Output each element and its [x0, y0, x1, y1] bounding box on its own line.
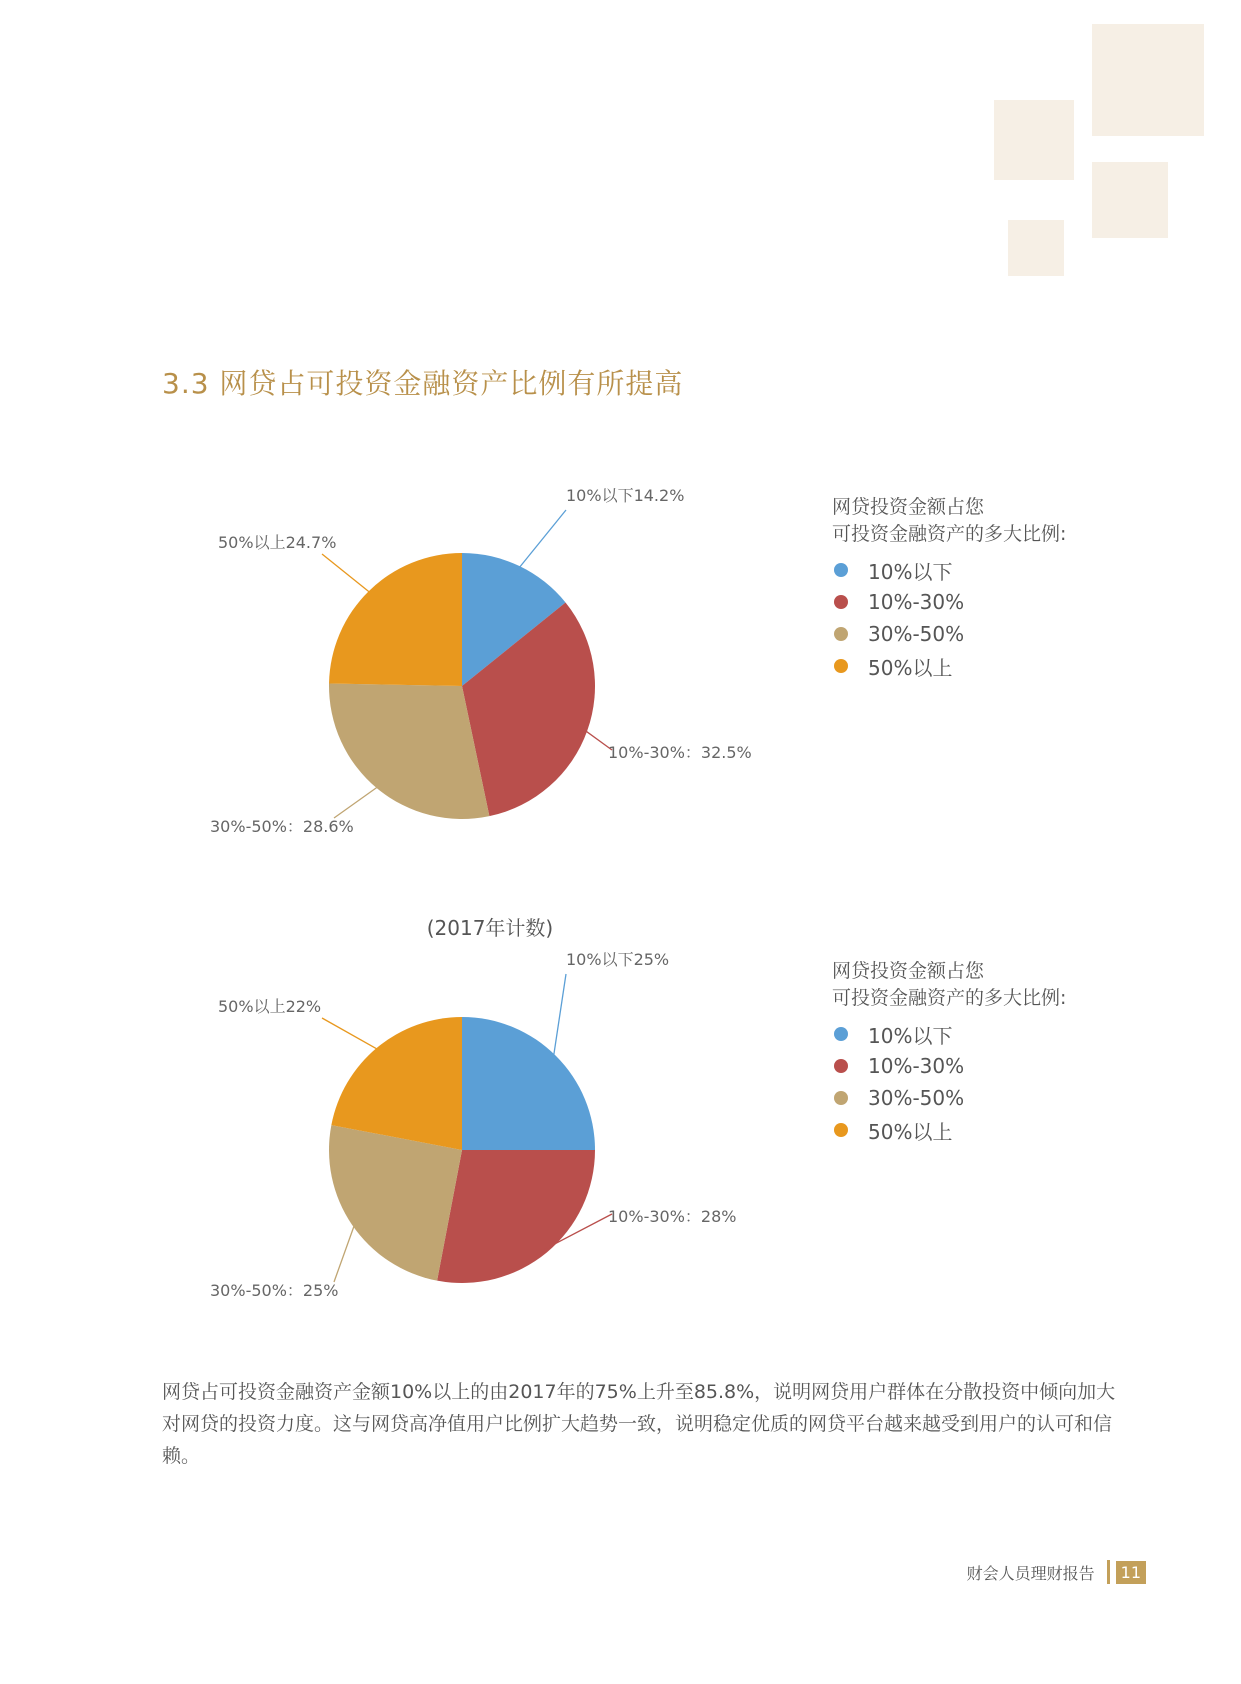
leader-line: [518, 510, 566, 570]
legend-label: 10%以下: [868, 559, 953, 584]
page-footer: [967, 1560, 1146, 1584]
legend-swatch-orange: [834, 1123, 848, 1137]
pie-slice: [462, 1017, 595, 1150]
slice-label: 50%以上22%: [218, 997, 322, 1016]
decor-square-mid-right: [1092, 162, 1168, 238]
chart-subtitle: (2017年计数): [426, 916, 554, 940]
legend-label: 10%以下: [868, 1023, 953, 1048]
slice-label: 10%-30%：32.5%: [608, 743, 752, 762]
legend-label: 10%-30%: [868, 590, 965, 614]
legend-swatch-red: [834, 1059, 848, 1073]
legend-swatch-red: [834, 595, 848, 609]
pie-chart-1-svg: [180, 486, 800, 866]
legend-item: [832, 1018, 1066, 1050]
leader-line: [334, 785, 380, 818]
legend-label: 10%-30%: [868, 1054, 965, 1078]
pie-chart-2: [180, 916, 800, 1330]
leader-line: [322, 554, 372, 594]
decor-square-large: [1092, 24, 1204, 136]
footer-title: 财会人员理财报告: [966, 1563, 1095, 1583]
decor-square-small: [1008, 220, 1064, 276]
legend-swatch-blue: [834, 563, 848, 577]
legend-swatch-orange: [834, 659, 848, 673]
legend-item: [832, 650, 1066, 682]
section-title: 3.3 网贷占可投资金融资产比例有所提高: [162, 367, 684, 400]
pie-slice: [437, 1150, 595, 1283]
legend-swatch-blue: [834, 1027, 848, 1041]
legend-item: [832, 1114, 1066, 1146]
slice-label: 10%-30%：28%: [608, 1207, 737, 1226]
legend-label: 30%-50%: [868, 1086, 965, 1110]
legend-swatch-tan: [834, 1091, 848, 1105]
legend-title-line: 可投资金融资产的多大比例:: [832, 987, 1067, 1009]
page-number: 11: [1116, 1561, 1146, 1584]
legend-title-line: 网贷投资金额占您: [832, 496, 985, 518]
legend-item: [832, 586, 1066, 618]
footer-divider: [1107, 1560, 1110, 1584]
leader-line: [553, 974, 566, 1059]
legend-item: [832, 1082, 1066, 1114]
leader-line: [322, 1018, 380, 1051]
legend-label: 30%-50%: [868, 622, 965, 646]
slice-label: 10%以下14.2%: [566, 486, 685, 505]
pie-slice: [329, 683, 489, 819]
legend-item: [832, 618, 1066, 650]
slice-label: 30%-50%：28.6%: [210, 817, 354, 836]
pie-chart-2-svg: [180, 950, 800, 1330]
legend-label: 50%以上: [868, 655, 953, 680]
legend-title-line: 可投资金融资产的多大比例:: [832, 523, 1067, 545]
slice-label: 50%以上24.7%: [218, 533, 337, 552]
decor-square-mid-left: [994, 100, 1074, 180]
pie-slice: [329, 553, 462, 686]
chart-1-legend: [832, 494, 1066, 682]
body-paragraph: 网贷占可投资金融资产金额10%以上的由2017年的75%上升至85.8%，说明网贷用户群体在分散投资中倾向加大对网贷的投资力度。这与网贷高净值用户比例扩大趋势一致，说明稳定优质的网贷平台越来越受到用户的认可和信赖。: [162, 1381, 1116, 1467]
leader-line: [334, 1223, 355, 1282]
legend-item: [832, 1050, 1066, 1082]
slice-label: 30%-50%：25%: [210, 1281, 339, 1300]
chart-2-legend: [832, 958, 1066, 1146]
legend-swatch-tan: [834, 627, 848, 641]
legend-item: [832, 554, 1066, 586]
pie-chart-1: [180, 486, 800, 866]
legend-title-line: 网贷投资金额占您: [832, 960, 985, 982]
slice-label: 10%以下25%: [566, 950, 670, 969]
legend-label: 50%以上: [868, 1119, 953, 1144]
